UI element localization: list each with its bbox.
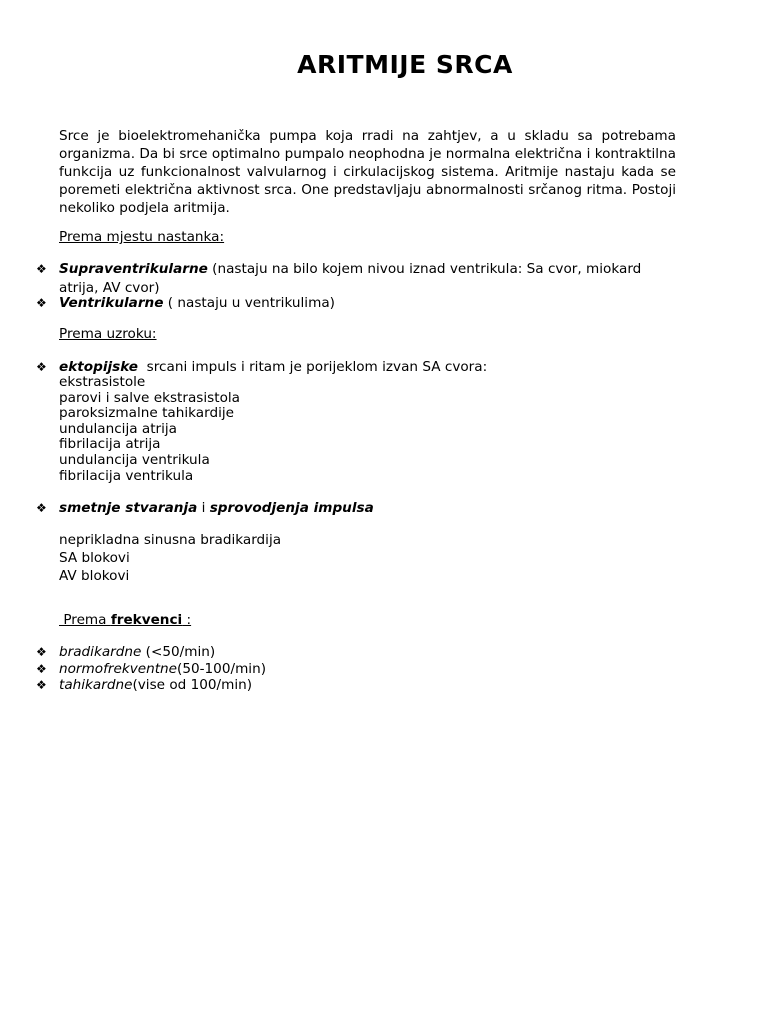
item-term: Ventrikularne — [59, 295, 164, 311]
sublist-item: SA blokovi — [59, 550, 130, 567]
list-item — [36, 676, 676, 694]
item-term: sprovodjenja impulsa — [209, 500, 374, 516]
item-term: normofrekventne — [59, 661, 178, 677]
sublist-item: parovi i salve ekstrasistola — [59, 389, 240, 406]
diamond-bullet-icon: ❖ — [36, 645, 47, 659]
item-term: tahikardne — [59, 677, 133, 693]
sublist-item: undulancija ventrikula — [59, 451, 210, 468]
item-term: bradikardne — [59, 644, 142, 660]
item-desc: (nastaju na bilo kojem nivou iznad ventrikula: Sa cvor, miokard — [207, 261, 642, 277]
sublist-item: AV blokovi — [59, 568, 130, 585]
list-item — [36, 260, 676, 296]
sublist-item: fibrilacija ventrikula — [59, 467, 194, 484]
sublist-item: fibrilacija atrija — [59, 436, 161, 453]
document-title: ARITMIJE SRCA — [297, 50, 513, 79]
item-term: Supraventrikularne — [59, 261, 208, 277]
item-term: smetnje stvaranja — [59, 500, 198, 516]
sublist-item: undulancija atrija — [59, 420, 178, 437]
list-item — [36, 294, 676, 312]
diamond-bullet-icon: ❖ — [36, 296, 47, 310]
section-heading-frequency: Prema frekvenci : — [59, 612, 192, 628]
item-desc: (<50/min) — [141, 644, 216, 660]
item-desc: srcani impuls i ritam je porijeklom izvan SA cvora: — [138, 359, 488, 375]
ectopic-sublist — [59, 375, 240, 484]
item-desc-continued: atrija, AV cvor) — [59, 280, 160, 296]
item-desc: (vise od 100/min) — [132, 677, 253, 693]
conduction-sublist — [59, 531, 281, 586]
list-item — [36, 643, 676, 661]
diamond-bullet-icon: ❖ — [36, 662, 47, 676]
section-heading-cause: Prema uzroku: — [59, 326, 157, 342]
diamond-bullet-icon: ❖ — [36, 262, 47, 276]
diamond-bullet-icon: ❖ — [36, 360, 47, 374]
list-item — [36, 499, 676, 517]
sublist-item: paroksizmalne tahikardije — [59, 405, 234, 422]
item-desc: (50-100/min) — [177, 661, 267, 677]
sublist-item: neprikladna sinusna bradikardija — [59, 532, 282, 548]
item-term: ektopijske — [59, 359, 139, 375]
sublist-item: ekstrasistole — [59, 374, 146, 390]
intro-paragraph: Srce je bioelektromehanička pumpa koja rradi na zahtjev, a u skladu sa potrebama organizma. Da bi srce optimalno pumpalo neophodna je normalna električna i kontraktilna funkcija uz funkcionalnost valvularnog i cirkulacijskog sistema. Aritmije nastaju kada se poremeti električna aktivnost srca. One predstavljaju abnormalnosti srčanog ritma. Postoji nekoliko podjela aritmija. — [59, 128, 676, 216]
diamond-bullet-icon: ❖ — [36, 678, 47, 692]
diamond-bullet-icon: ❖ — [36, 501, 47, 515]
item-joiner: i — [197, 500, 210, 516]
item-desc: ( nastaju u ventrikulima) — [163, 295, 335, 311]
section-heading-location: Prema mjestu nastanka: — [59, 229, 225, 245]
